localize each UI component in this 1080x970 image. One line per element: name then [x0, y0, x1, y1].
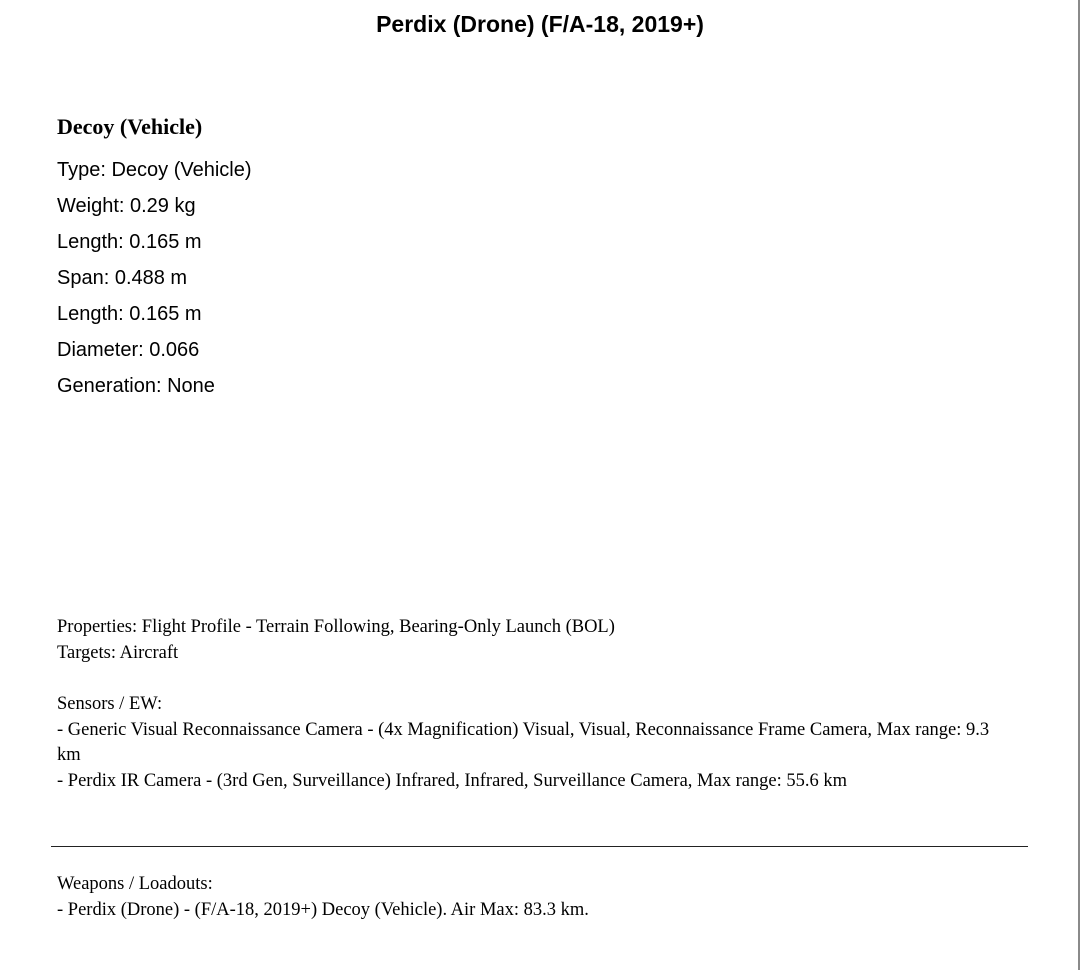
section-divider: [51, 846, 1028, 847]
sensor-item: - Perdix IR Camera - (3rd Gen, Surveillance) Infrared, Infrared, Surveillance Camera, Max range: 55.6 km: [57, 770, 848, 791]
spec-weight: Weight: 0.29 kg: [57, 195, 196, 217]
weapon-item: - Perdix (Drone) - (F/A-18, 2019+) Decoy (Vehicle). Air Max: 83.3 km.: [57, 899, 589, 920]
targets-text: Targets: Aircraft: [57, 642, 179, 663]
spec-generation: Generation: None: [57, 375, 215, 397]
weapons-block: [57, 872, 1017, 923]
properties-block: [57, 615, 1017, 666]
spec-diameter: Diameter: 0.066: [57, 339, 200, 361]
sensor-item: - Generic Visual Reconnaissance Camera - (4x Magnification) Visual, Visual, Reconnaissance Frame Camera, Max range: 9.3 km: [57, 719, 990, 765]
page-title: Perdix (Drone) (F/A-18, 2019+): [376, 11, 704, 37]
spec-span: Span: 0.488 m: [57, 267, 188, 289]
section-heading: Decoy (Vehicle): [57, 114, 203, 139]
properties-text: Properties: Flight Profile - Terrain Following, Bearing-Only Launch (BOL): [57, 617, 615, 637]
sensors-block: [57, 692, 1017, 794]
spec-length: Length: 0.165 m: [57, 231, 202, 253]
sensors-heading: Sensors / EW:: [57, 694, 163, 714]
spec-length-repeat: Length: 0.165 m: [57, 303, 202, 325]
weapons-heading: Weapons / Loadouts:: [57, 874, 213, 894]
spec-type: Type: Decoy (Vehicle): [57, 159, 252, 181]
spec-list: [57, 154, 252, 406]
